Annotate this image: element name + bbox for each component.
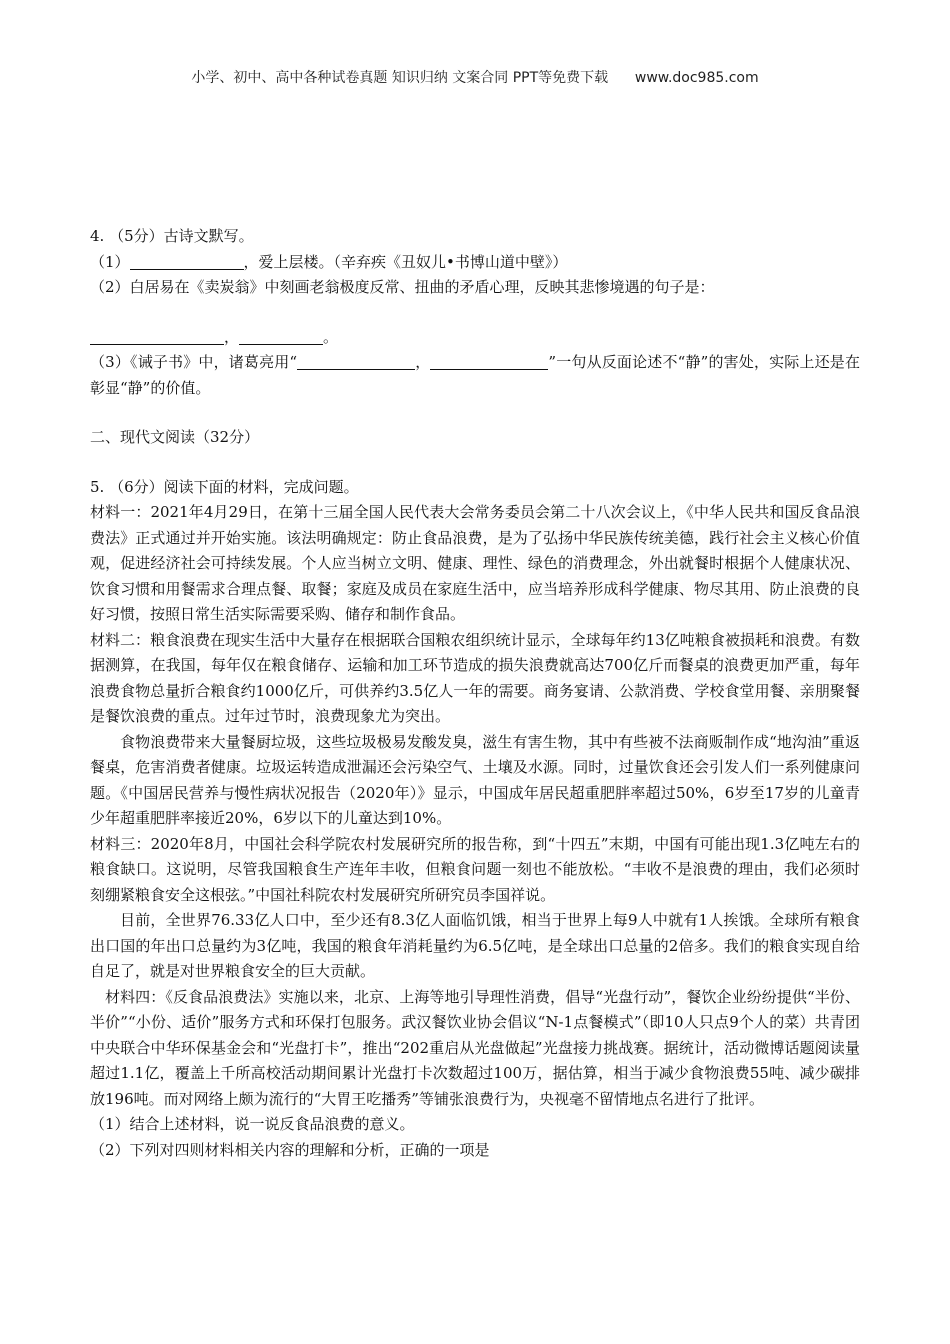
material-2b: 食物浪费带来大量餐厨垃圾，这些垃圾极易发酸发臭，滋生有害生物，其中有些被不法商贩制作成“地沟油”重返餐桌，危害消费者健康。垃圾运转造成泄漏还会污染空气、土壤及水源。同时，过量饮食还会引发人们一系列健康问题。《中国居民营养与慢性病状况报告（2020年）》显示，中国成年居民超重肥胖率超过50%，6岁至17岁的儿童青少年超重肥胖率接近20%，6岁以下的儿童达到10%。 (90, 732, 860, 827)
material-3b: 目前，全世界76.33亿人口中，至少还有8.3亿人面临饥饿，相当于世界上每9人中就有1人挨饿。全球所有粮食出口国的年出口总量约为3亿吨，我国的粮食年消耗量约为6.5亿吨，是全球出口总量的2倍多。我们的粮食实现自给自足了，就是对世界粮食安全的巨大贡献。 (90, 911, 860, 980)
q4-part3: （3）《诫子书》中，诸葛亮用“ ， ”一句从反面论述不“静”的害处，实际上还是在彰显“静”的价值。 (90, 353, 860, 397)
answer-blank[interactable] (130, 251, 244, 270)
page-header (0, 66, 950, 92)
q5-title: 5. （6分）阅读下面的材料，完成问题。 (90, 477, 359, 496)
q4-part2-question: （2）白居易在《卖炭翁》中刻画老翁极度反常、扭曲的矛盾心理，反映其悲惨境遇的句子是： (90, 278, 715, 296)
q4-title: 4. （5分）古诗文默写。 (90, 227, 254, 245)
q5-sub2: （2）下列对四则材料相关内容的理解和分析，正确的一项是 (90, 1140, 490, 1159)
material-2a: 材料二：粮食浪费在现实生活中大量存在根据联合国粮农组织统计显示，全球每年约13亿吨粮食被损耗和浪费。有数据测算，在我国，每年仅在粮食储存、运输和加工环节造成的损失浪费就高达700亿斤而餐桌的浪费更加严重，每年浪费食物总量折合粮食约1000亿斤，可供养约3.5亿人一年的需要。商务宴请、公款消费、学校食堂用餐、亲朋聚餐是餐饮浪费的重点。过年过节时，浪费现象尤为突出。 (90, 630, 860, 725)
answer-blank[interactable] (90, 326, 224, 345)
answer-blank[interactable] (430, 351, 548, 370)
material-1: 材料一：2021年4月29日，在第十三届全国人民代表大会常务委员会第二十八次会议上，《中华人民共和国反食品浪费法》正式通过并开始实施。该法明确规定：防止食品浪费，是为了弘扬中华民族传统美德，践行社会主义核心价值观，促进经济社会可持续发展。个人应当树立文明、健康、理性、绿色的消费理念，外出就餐时根据个人健康状况、饮食习惯和用餐需求合理点餐、取餐；家庭及成员在家庭生活中，应当培养形成科学健康、物尽其用、防止浪费的良好习惯，按照日常生活实际需要采购、储存和制作食品。 (90, 503, 860, 623)
exam-content (90, 224, 860, 1163)
answer-blank[interactable] (297, 351, 415, 370)
q4-part2-answer: ， 。 (90, 325, 860, 351)
section2-title: 二、现代文阅读（32分） (90, 428, 260, 446)
material-4: 材料四：《反食品浪费法》实施以来，北京、上海等地引导理性消费，倡导“光盘行动”，餐饮企业纷纷提供“半份、半价”“小份、适价”服务方式和环保打包服务。武汉餐饮业协会倡议“N-1点餐模式”（即10人只点9个人的菜）共青团中央联合中华环保基金会和“光盘打卡”，推出“202重启从光盘做起”光盘接力挑战赛。据统计，活动微博话题阅读量超过1.1亿，覆盖上千所高校活动期间累计光盘打卡次数超过100万，据估算，相当于减少食物浪费55吨、减少碳排放196吨。而对网络上颇为流行的“大胃王吃播秀”等铺张浪费行为，央视毫不留情地点名进行了批评。 (90, 987, 860, 1108)
answer-blank[interactable] (239, 326, 323, 345)
header-url: www.doc985.com (634, 70, 759, 86)
header-text: 小学、初中、高中各种试卷真题 知识归纳 文案合同 PPT等免费下载 (191, 70, 609, 86)
q5-sub1: （1）结合上述材料，说一说反食品浪费的意义。 (90, 1115, 415, 1133)
material-3a: 材料三：2020年8月，中国社会科学院农村发展研究所的报告称，到“十四五”末期，中国有可能出现1.3亿吨左右的粮食缺口。这说明，尽管我国粮食生产连年丰收，但粮食问题一刻也不能放松。“丰收不是浪费的理由，我们必须时刻绷紧粮食安全这根弦。”中国社科院农村发展研究所研究员李国祥说。 (90, 834, 860, 904)
q4-part1: （1） ，爱上层楼。（辛弃疾《丑奴儿•书博山道中壁》） (90, 252, 568, 271)
